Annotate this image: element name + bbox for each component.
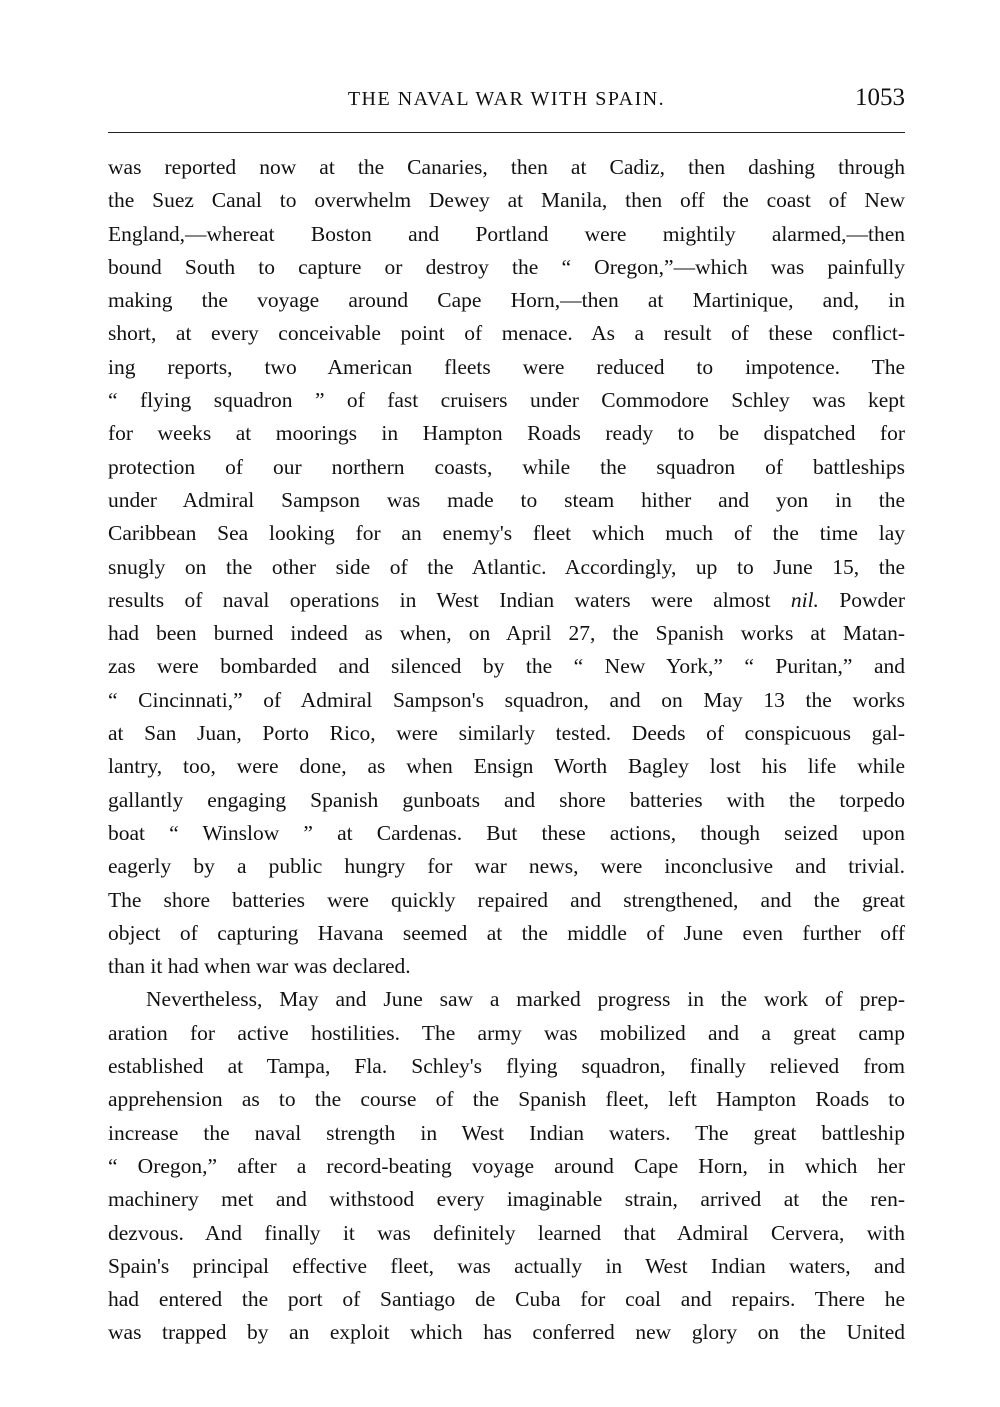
text-line: had entered the port of Santiago de Cuba for coal and repairs. There he bbox=[108, 1287, 905, 1312]
running-header bbox=[108, 84, 905, 118]
text-line: Spain's principal effective fleet, was actually in West Indian waters, and bbox=[108, 1253, 905, 1278]
text-line: short, at every conceivable point of menace. As a result of these conflict- bbox=[108, 321, 905, 346]
text-line: England,—whereat Boston and Portland were mightily alarmed,—then bbox=[108, 221, 905, 246]
text-line: dezvous. And finally it was definitely learned that Admiral Cervera, with bbox=[108, 1220, 905, 1245]
text-line: lantry, too, were done, as when Ensign Worth Bagley lost his life while bbox=[108, 754, 905, 779]
running-title: THE NAVAL WAR WITH SPAIN. bbox=[347, 88, 666, 110]
text-line: boat “ Winslow ” at Cardenas. But these actions, though seized upon bbox=[108, 820, 905, 845]
text-line: Caribbean Sea looking for an enemy's fleet which much of the time lay bbox=[108, 521, 905, 546]
page-number: 1053 bbox=[855, 84, 905, 111]
text-line: eagerly by a public hungry for war news, were inconclusive and trivial. bbox=[108, 854, 905, 879]
text-line: Nevertheless, May and June saw a marked progress in the work of prep- bbox=[146, 987, 905, 1012]
text-line: than it had when war was declared. bbox=[108, 954, 411, 979]
text-line: gallantly engaging Spanish gunboats and shore batteries with the torpedo bbox=[108, 787, 905, 812]
text-line: apprehension as to the course of the Spanish fleet, left Hampton Roads to bbox=[108, 1087, 905, 1112]
text-line: zas were bombarded and silenced by the “ New York,” “ Puritan,” and bbox=[108, 654, 905, 679]
text-line: “ Oregon,” after a record-beating voyage around Cape Horn, in which her bbox=[108, 1153, 905, 1178]
text-line: was trapped by an exploit which has conferred new glory on the United bbox=[108, 1320, 905, 1345]
text-line: for weeks at moorings in Hampton Roads ready to be dispatched for bbox=[108, 421, 905, 446]
text-line: “ flying squadron ” of fast cruisers under Commodore Schley was kept bbox=[108, 388, 905, 413]
header-rule bbox=[108, 132, 905, 133]
text-line: The shore batteries were quickly repaired and strengthened, and the great bbox=[108, 887, 905, 912]
text-line: under Admiral Sampson was made to steam hither and yon in the bbox=[108, 487, 905, 512]
text-line: at San Juan, Porto Rico, were similarly tested. Deeds of conspicuous gal- bbox=[108, 721, 905, 746]
text-line: was reported now at the Canaries, then at Cadiz, then dashing through bbox=[108, 155, 905, 179]
text-line: increase the naval strength in West Indian waters. The great battleship bbox=[108, 1120, 905, 1145]
text-line: object of capturing Havana seemed at the middle of June even further off bbox=[108, 920, 905, 945]
text-line: bound South to capture or destroy the “ Oregon,”—which was painfully bbox=[108, 254, 905, 279]
text-line bbox=[108, 584, 905, 617]
text-segment: Powder bbox=[818, 587, 906, 612]
text-line: aration for active hostilities. The army was mobilized and a great camp bbox=[108, 1020, 905, 1045]
text-line: “ Cincinnati,” of Admiral Sampson's squadron, and on May 13 the works bbox=[108, 687, 905, 712]
text-segment: results of naval operations in West Indian waters were almost bbox=[108, 587, 791, 612]
text-line: established at Tampa, Fla. Schley's flying squadron, finally relieved from bbox=[108, 1054, 905, 1079]
text-line: had been burned indeed as when, on April 27, the Spanish works at Matan- bbox=[108, 621, 905, 646]
text-line: machinery met and withstood every imaginable strain, arrived at the ren- bbox=[108, 1187, 905, 1212]
text-line: making the voyage around Cape Horn,—then at Martinique, and, in bbox=[108, 288, 905, 313]
text-line: protection of our northern coasts, while the squadron of battleships bbox=[108, 454, 905, 479]
body-text bbox=[108, 151, 905, 1350]
text-line: snugly on the other side of the Atlantic. Accordingly, up to June 15, the bbox=[108, 554, 905, 579]
italic-word: nil. bbox=[790, 587, 819, 612]
text-line: the Suez Canal to overwhelm Dewey at Manila, then off the coast of New bbox=[108, 188, 905, 213]
text-line: ing reports, two American fleets were reduced to impotence. The bbox=[108, 354, 905, 379]
